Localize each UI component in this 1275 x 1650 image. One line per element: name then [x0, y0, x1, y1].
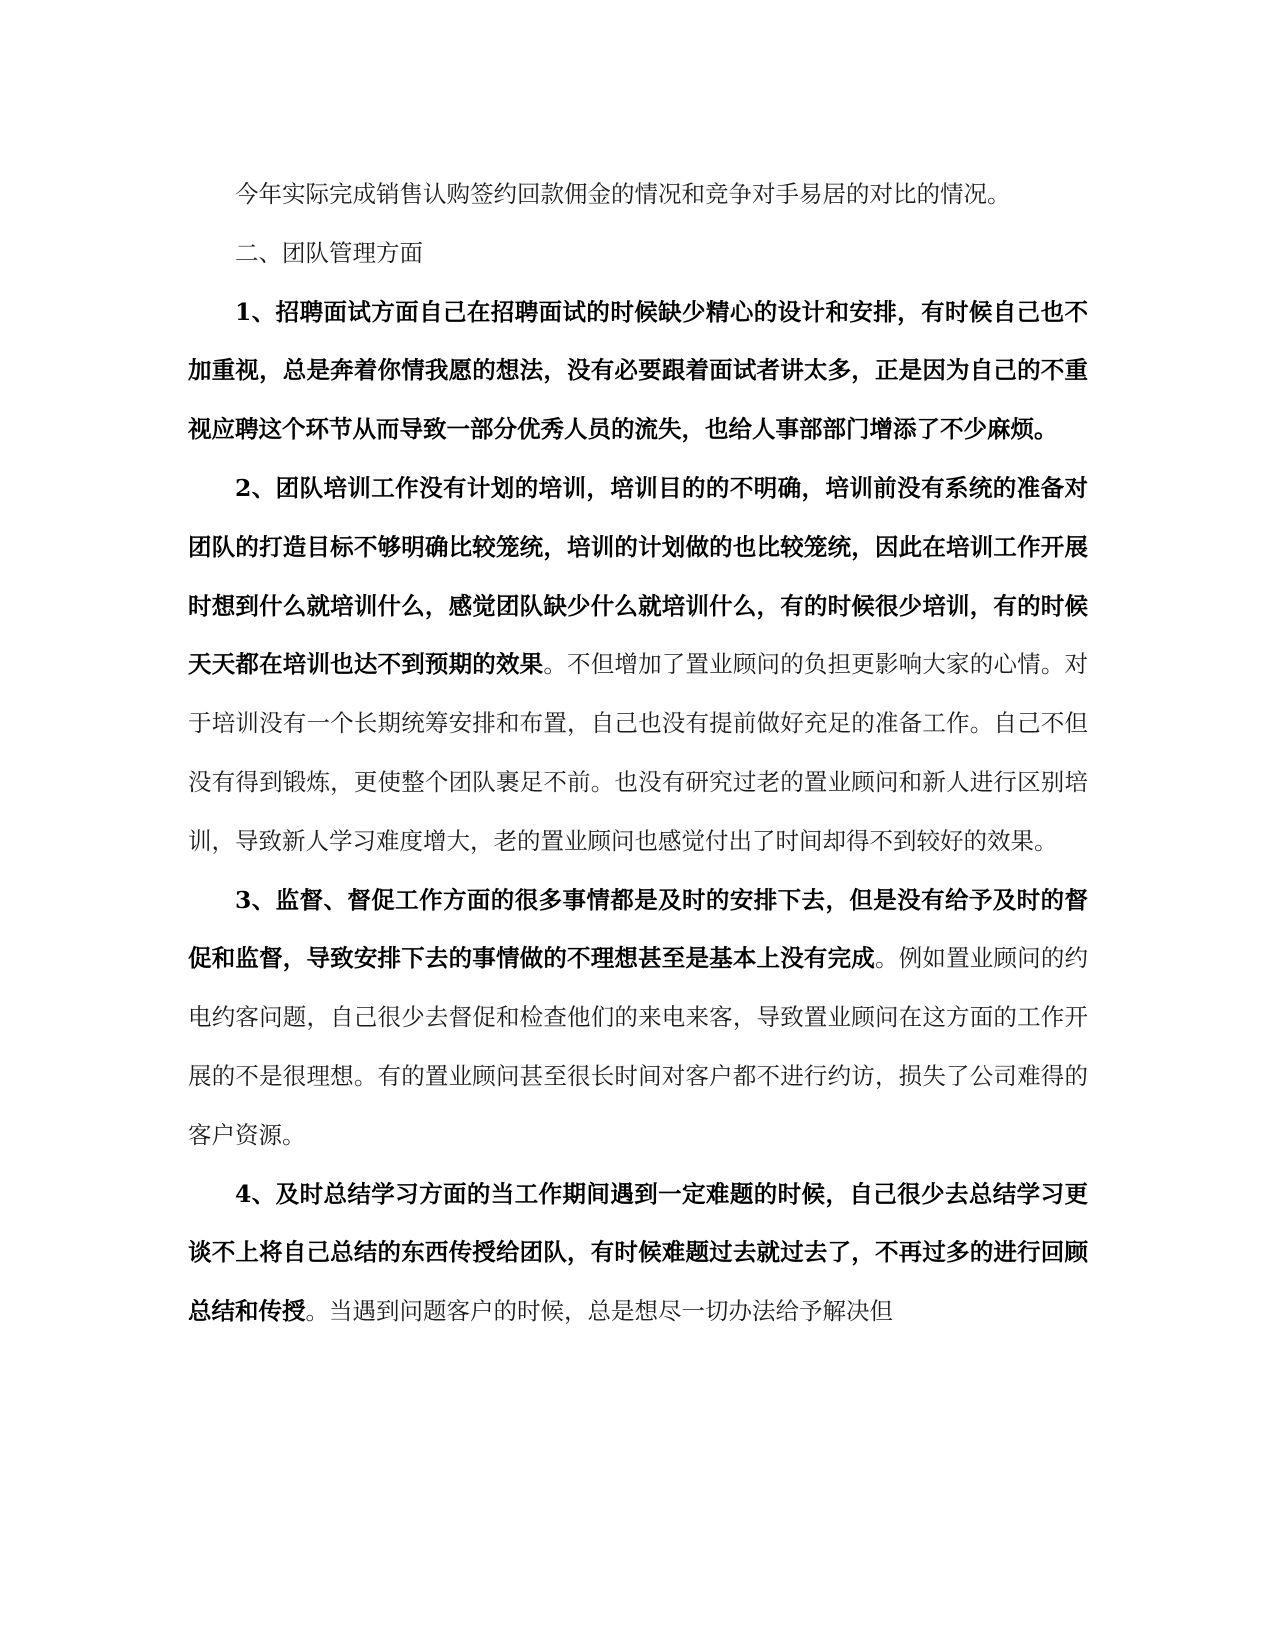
paragraph-summary-learning [188, 1165, 1088, 1341]
paragraph-training [188, 459, 1088, 871]
paragraph-text: 。例如置业顾问的约电约客问题，自己很少去督促和检查他们的来电来客，导致置业顾问在这方面的工作开展的不是很理想。有的置业顾问甚至很长时间对客户都不进行约访，损失了公司难得的客户资源。 [188, 944, 1089, 1149]
paragraph-text: 。不但增加了置业顾问的负担更影响大家的心情。对于培训没有一个长期统筹安排和布置，自己也没有提前做好充足的准备工作。自己不但没有得到锻炼，更使整个团队裹足不前。也没有研究过老的置业顾问和新人进行区别培训，导致新人学习难度增大，老的置业顾问也感觉付出了时间却得不到较好的效果。 [188, 650, 1089, 855]
paragraph-text: 。当遇到问题客户的时候，总是想尽一切办法给予解决但 [305, 1297, 893, 1326]
bold-text: 1、招聘面试方面自己在招聘面试的时候缺少精心的设计和安排，有时候自己也不加重视，总是奔着你情我愿的想法，没有必要跟着面试者讲太多，正是因为自己的不重视应聘这个环节从而导致一部分优秀人员的流失，也给人事部部门增添了不少麻烦。 [188, 297, 1088, 444]
paragraph-text: 今年实际完成销售认购签约回款佣金的情况和竞争对手易居的对比的情况。 [235, 180, 1011, 208]
paragraph-recruitment [188, 283, 1088, 459]
section-heading-team-management [188, 224, 1088, 283]
bold-text: 4、及时总结学习方面的当工作期间遇到一定难题的时候，自己很少去总结学习更谈不上将自己总结的东西传授给团队，有时候难题过去就过去了，不再过多的进行回顾总结和传授 [188, 1179, 1088, 1326]
paragraph-supervision [188, 871, 1088, 1165]
paragraph-sales-comparison [188, 165, 1088, 224]
bold-text: 2、团队培训工作没有计划的培训，培训目的的不明确，培训前没有系统的准备对团队的打造目标不够明确比较笼统，培训的计划做的也比较笼统，因此在培训工作开展时想到什么就培训什么，感觉团队缺少什么就培训什么，有的时候很少培训，有的时候天天都在培训也达不到预期的效果 [188, 473, 1088, 679]
document-body [188, 165, 1088, 1341]
bold-text: 3、监督、督促工作方面的很多事情都是及时的安排下去，但是没有给予及时的督促和监督，导致安排下去的事情做的不理想甚至是基本上没有完成 [188, 885, 1088, 973]
heading-text: 二、团队管理方面 [235, 238, 423, 267]
